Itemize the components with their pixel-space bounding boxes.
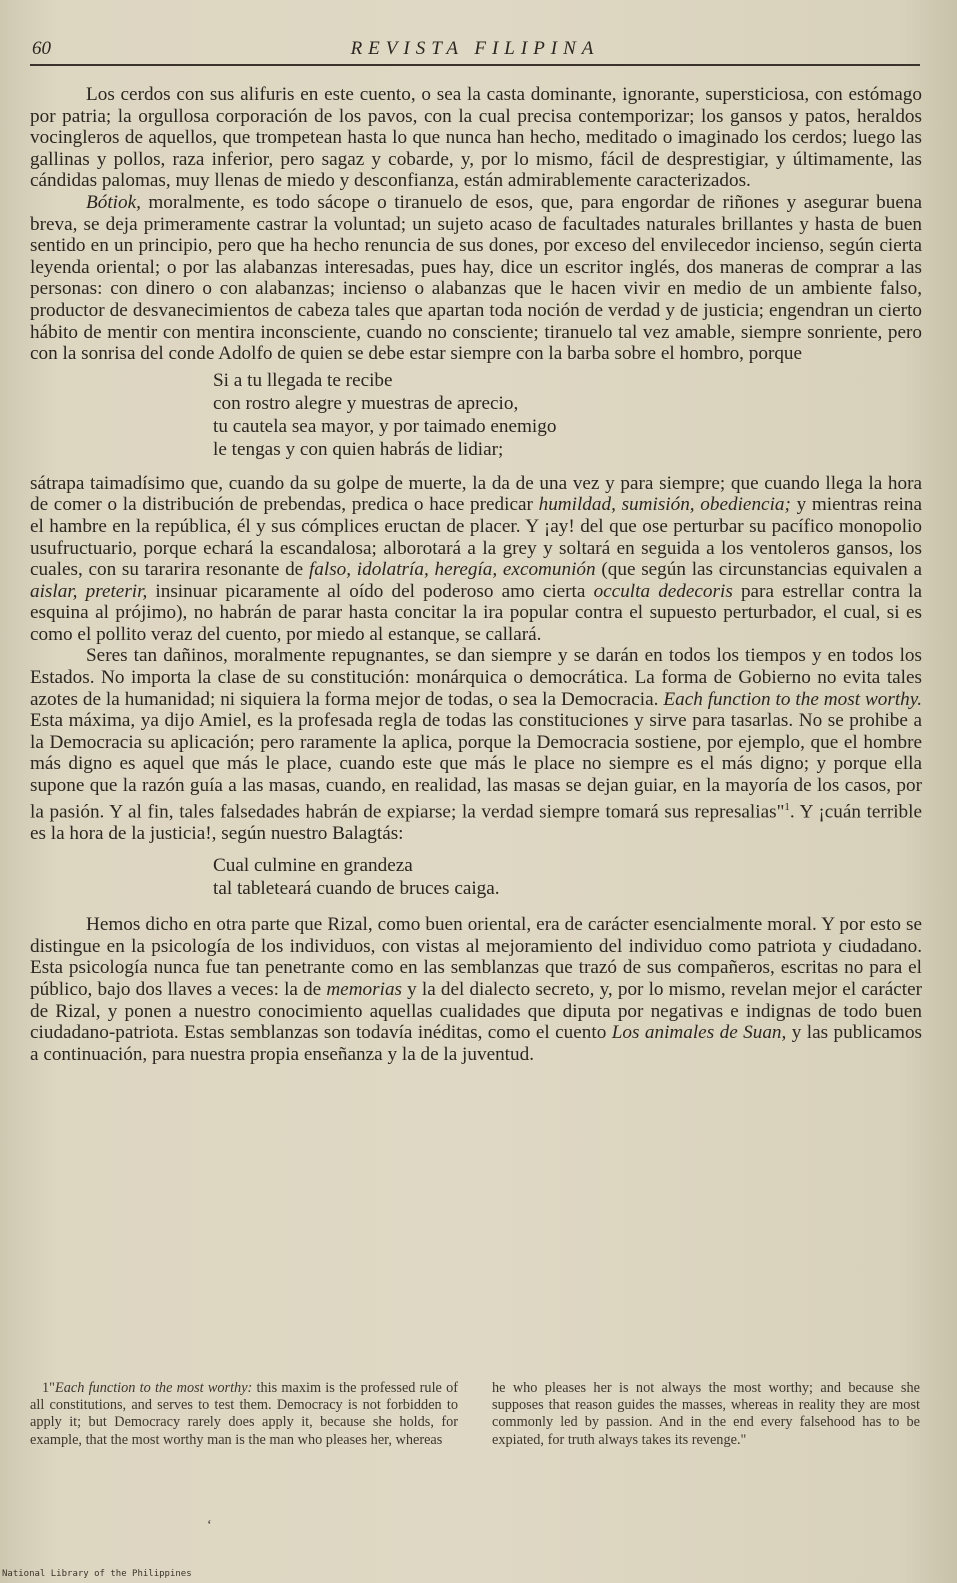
verse-line: tal tableteará cuando de bruces caiga. [213, 878, 500, 900]
italic-run: Each function to the most worthy. [663, 688, 922, 710]
italic-run: aislar, preterir, [30, 580, 148, 602]
verse-line: Si a tu llegada te recibe [213, 369, 393, 391]
italic-run: Los animales de Suan, [611, 1022, 787, 1044]
verse-quote-2 [213, 854, 922, 900]
italic-run: memorias [326, 978, 403, 1000]
footnote-marker: 1" [42, 1380, 55, 1396]
text-run: insinuar picaramente al oído del poderoso amo cierta [147, 580, 594, 602]
print-speck: ‘ [207, 1518, 212, 1533]
italic-run: falso, idolatría, heregía, excomunión [308, 559, 596, 581]
page-header [30, 36, 920, 66]
footnote-block [30, 1380, 920, 1449]
footnote-text-run: this maxim is the professed rule of all constitutions, and serves to test them. Democracy is not forbidden to apply it; but Democracy rarely does apply it, because she holds, for example, that the most worthy man is the man who pleases her, whereas [30, 1380, 458, 1448]
footnote-column-left [30, 1380, 458, 1449]
paragraph-2-text: moralmente, es todo sácope o tiranuelo de esos, que, para engordar de riñones y asegurar buena breva, se deja primeramente castrar la voluntad; un sujeto acaso de facultades naturales brillantes y hasta de buen sentido en un principio, pero que ha hecho renuncia de sus dones, por exceso del envilecedor incienso, según cierta leyenda oriental; o por las alabanzas interesadas, pues hay, dice un escritor inglés, dos maneras de comprar a las personas: con dinero o con alabanzas; incienso o alabanzas que le hacen vivir en medio de un ambiente falso, productor de desvanecimientos de cabeza tales que apartan toda noción de verdad y de justicia; engendran un cierto hábito de mentir con mentira inconsciente, cuando no consciente; tiranuelo tal vez amable, siempre sonriente, pero con la sonrisa del conde Adolfo de quien se debe estar siempre con la barba sobre el hombro, porque [30, 191, 922, 365]
paragraph-4 [30, 645, 922, 844]
text-run: sátrapa taimadísimo que, cuando da su golpe de muerte, la da de una vez y para siempre; que cuando llega la hora de comer o la distribución de prebendas, predica o hace predicar [30, 472, 922, 516]
text-run: y la del dialecto secreto, y, por lo mismo, revelan mejor el carácter de Rizal, y ponen a nuestro conocimiento aquellas cualidades que diputa por negativas e indignas de todo buen ciudadano-patriota. Estas semblanzas son todavía inéditas, como el cuento [30, 978, 922, 1044]
paragraph-1: Los cerdos con sus alifuris en este cuento, o sea la casta dominante, ignorante, supersticiosa, con estómago por patria; la orgullosa corporación de los pavos, con la cual precisa contemporizar; los gansos y patos, heraldos vocingleros de aquellos, que trompetean hasta lo que nunca han hecho, meditado o imaginado los cerdos; luego las gallinas y pollos, raza inferior, pero sagaz y cobarde, y, por lo mismo, fácil de desprestigiar, y últimamente, las cándidas palomas, muy llenas de miedo y desconfianza, están admirablemente caracterizados. [30, 84, 922, 192]
page-number: 60 [32, 38, 51, 59]
text-run: y las publicamos a continuación, para nuestra propia enseñanza y la de la juventud. [30, 1022, 923, 1065]
verse-line: tu cautela sea mayor, y por taimado enemigo [213, 415, 557, 437]
footnote-italic: Each function to the most worthy: [55, 1380, 253, 1396]
paragraph-2 [30, 192, 922, 365]
text-run: . Y ¡cuán terrible es la hora de la justicia!, según nuestro Balagtás: [30, 801, 922, 844]
footnote-reference: 1 [784, 800, 790, 813]
text-run: Seres tan dañinos, moralmente repugnantes, se dan siempre y se darán en todos los tiempos y en todos los Estados. No importa la clase de su constitución: monárquica o democrática. La forma de Gobierno no evita tales azotes de la humanidad; ni siquiera la forma mejor de todas, o sea la Democracia. [30, 645, 922, 710]
paragraph-5 [30, 914, 922, 1065]
verse-line: le tengas y con quien habrás de lidiar; [213, 438, 504, 460]
verse-line: con rostro alegre y muestras de aprecio, [213, 392, 519, 414]
text-run: (que según las circunstancias equivalen a [595, 559, 922, 581]
text-run: para estrellar contra la esquina al prójimo), no habrán de parar hasta concitar la ira popular contra el supuesto perturbador, el cual, si es como el pollito veraz del cuento, por miedo al estanque, se callará. [30, 580, 922, 645]
library-credit: National Library of the Philippines [2, 1569, 192, 1579]
italic-run: occulta dedecoris [593, 580, 733, 602]
running-title: REVISTA FILIPINA [350, 38, 600, 59]
text-run: Hemos dicho en otra parte que Rizal, como buen oriental, era de carácter esencialmente moral. Y por esto se distingue en la psicología de los individuos, con vistas al mejoramiento del individuo como patriota y ciudadano. Esta psicología nunca fue tan penetrante como en las semblanzas que trazó de sus compañeros, escritas no para el público, bajo dos llaves a veces: la de [30, 914, 922, 1000]
verse-line: Cual culmine en grandeza [213, 855, 413, 877]
paragraph-3 [30, 473, 922, 646]
footnote-text [30, 1380, 458, 1449]
text-run: y mientras reina el hambre en la república, él y sus cómplices eructan de placer. Y ¡ay! del que ose perturbar su pacífico monopolio usufructuario, porque echará la escandalosa; alborotará a la grey y soltará en seguida a los ventoleros gansos, los cuales, con su tararira resonante de [30, 494, 923, 581]
botiok-name: Bótiok, [86, 191, 141, 213]
text-run: Esta máxima, ya dijo Amiel, es la profesada regla de todas las constituciones y sirve para tasarlas. No se prohibe a la Democracia su aplicación; pero raramente la aplica, porque la Democracia sostiene, por ejemplo, que el hombre más digno es aquel que más le place, cuando este que más le place no siempre es el más digno; y porque ella supone que la razón guía a las masas, cuando, en realidad, las masas se dejan guiar, en la mayoría de los casos, por la pasión. Y al fin, tales falsedades habrán de expiarse; la verdad siempre tomará sus represalias" [30, 710, 922, 823]
italic-run: humildad, sumisión, obediencia; [538, 494, 791, 516]
footnote-column-right [492, 1380, 920, 1449]
verse-quote-1 [213, 369, 922, 461]
footnote-continuation: he who pleases her is not always the most worthy; and because she supposes that reason guides the masses, whereas in reality they are most commonly led by passion. And in the end every falsehood has to be expiated, for truth always takes its revenge." [492, 1380, 920, 1448]
article-body [30, 84, 922, 1065]
